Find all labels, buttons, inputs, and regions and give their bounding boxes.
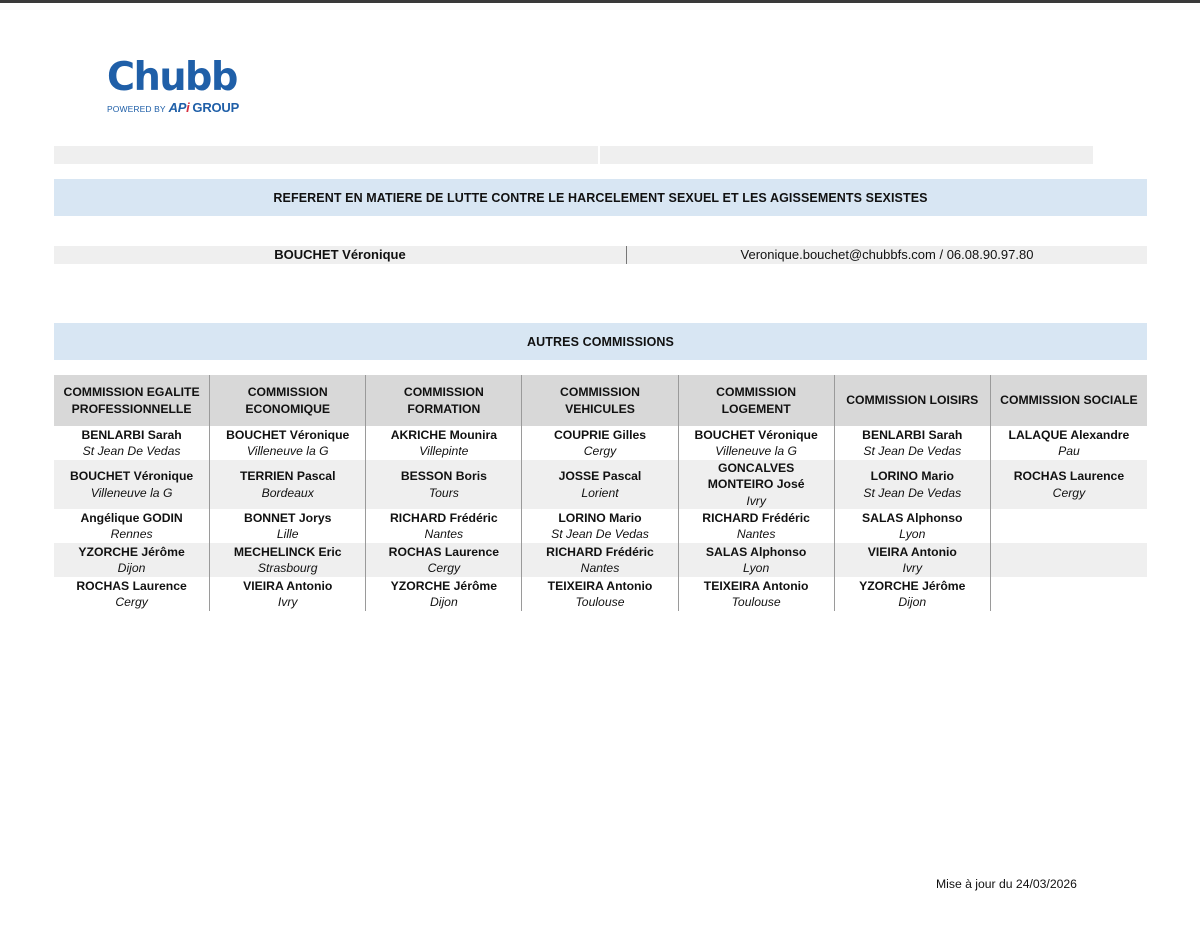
member-cell	[210, 426, 365, 460]
logo-api-letters: AP	[168, 100, 187, 115]
empty-cell	[991, 543, 1147, 577]
member-name: BOUCHET Véronique	[694, 427, 818, 442]
member-city: Strasbourg	[257, 561, 318, 575]
member-cell	[366, 426, 521, 460]
commission-column-egalite	[54, 375, 210, 611]
member-city: Nantes	[424, 527, 464, 541]
commission-column-sociale	[991, 375, 1147, 611]
logo-powered-by: POWERED BY	[107, 104, 166, 114]
empty-cell	[991, 509, 1147, 543]
referent-row	[54, 246, 1147, 264]
window-top-border	[0, 0, 1200, 3]
logo-api-i: i	[186, 100, 190, 115]
member-cell	[835, 460, 990, 509]
member-cell	[835, 426, 990, 460]
referent-contact: Veronique.bouchet@chubbfs.com / 06.08.90.97.80	[740, 247, 1034, 262]
member-city: St Jean De Vedas	[82, 444, 181, 458]
member-name: YZORCHE Jérôme	[859, 578, 966, 593]
member-cell	[366, 543, 521, 577]
member-name: BOUCHET Véronique	[69, 469, 194, 483]
member-name: BONNET Jorys	[244, 510, 332, 525]
member-city: Pau	[1058, 444, 1080, 458]
member-city: Cergy	[427, 561, 461, 575]
member-cell	[522, 543, 677, 577]
member-name: BENLARBI Sarah	[862, 427, 963, 442]
member-cell	[679, 577, 834, 611]
member-cell	[210, 543, 365, 577]
member-cell	[991, 460, 1147, 509]
member-city: Lille	[276, 527, 299, 541]
member-city: Ivry	[277, 595, 298, 609]
member-city: Dijon	[898, 595, 927, 609]
member-cell	[366, 577, 521, 611]
member-name: SALAS Alphonso	[862, 510, 963, 525]
member-name: RICHARD Frédéric	[546, 544, 654, 559]
member-city: St Jean De Vedas	[551, 527, 649, 541]
member-city: St Jean De Vedas	[863, 485, 962, 500]
member-name: SALAS Alphonso	[705, 544, 807, 559]
column-header: COMMISSION SOCIALE	[991, 375, 1147, 426]
member-city: Cergy	[1052, 485, 1086, 500]
member-cell	[679, 509, 834, 543]
logo-tagline	[107, 100, 240, 115]
member-city: Cergy	[583, 444, 617, 458]
member-name: LALAQUE Alexandre	[1008, 427, 1130, 442]
member-name: AKRICHE Mounira	[390, 427, 497, 442]
member-city: Nantes	[580, 561, 620, 575]
member-name: YZORCHE Jérôme	[390, 578, 498, 593]
referent-title: REFERENT EN MATIERE DE LUTTE CONTRE LE HARCELEMENT SEXUEL ET LES AGISSEMENTS SEXISTES	[54, 179, 1147, 216]
chubb-logo	[107, 55, 240, 115]
empty-header-cell-right	[600, 146, 1093, 164]
member-city: Ivry	[746, 493, 766, 508]
member-cell	[210, 577, 365, 611]
member-name: TEIXEIRA Antonio	[703, 578, 809, 593]
member-cell	[835, 577, 990, 611]
commission-column-logement	[679, 375, 835, 611]
member-name: TERRIEN Pascal	[239, 469, 336, 483]
member-name: VIEIRA Antonio	[867, 544, 957, 559]
member-cell	[991, 426, 1147, 460]
member-name: BESSON Boris	[400, 469, 487, 483]
member-cell	[54, 543, 209, 577]
commissions-table	[54, 375, 1147, 611]
member-name: Angélique GODIN	[80, 510, 183, 525]
member-cell	[366, 509, 521, 543]
column-header: COMMISSION LOISIRS	[835, 375, 990, 426]
member-cell	[835, 509, 990, 543]
member-city: Lyon	[899, 527, 926, 541]
column-header: COMMISSION VEHICULES	[522, 375, 677, 426]
member-name: LORINO Mario	[558, 510, 642, 525]
member-city: Villepinte	[419, 444, 469, 458]
member-cell	[210, 460, 365, 509]
member-cell	[210, 509, 365, 543]
member-name: ROCHAS Laurence	[1013, 469, 1125, 483]
member-cell	[679, 543, 834, 577]
commission-column-loisirs	[835, 375, 991, 611]
column-header: COMMISSION LOGEMENT	[679, 375, 834, 426]
member-cell	[54, 460, 209, 509]
member-cell	[522, 577, 677, 611]
member-name: LORINO Mario	[870, 469, 954, 483]
empty-header-cell-left	[54, 146, 598, 164]
member-cell	[54, 509, 209, 543]
member-name: MECHELINCK Eric	[233, 544, 342, 559]
member-city: Lorient	[581, 485, 619, 500]
member-cell	[522, 460, 677, 509]
member-cell	[366, 460, 521, 509]
member-city: Villeneuve la G	[715, 444, 798, 458]
member-city: Nantes	[736, 527, 776, 541]
member-city: Tours	[428, 485, 459, 500]
member-city: St Jean De Vedas	[863, 444, 962, 458]
member-name: JOSSE Pascal	[558, 469, 642, 483]
column-header: COMMISSION EGALITE PROFESSIONNELLE	[54, 375, 209, 426]
member-name: RICHARD Frédéric	[390, 510, 498, 525]
member-name: VIEIRA Antonio	[243, 578, 333, 593]
logo-api	[169, 100, 190, 115]
member-name: ROCHAS Laurence	[76, 578, 187, 593]
logo-brand: Chubb	[107, 55, 237, 100]
commission-column-economique	[210, 375, 366, 611]
member-name: ROCHAS Laurence	[388, 544, 500, 559]
member-city: Toulouse	[731, 595, 781, 609]
member-cell	[522, 426, 677, 460]
member-city: Lyon	[743, 561, 770, 575]
member-name: RICHARD Frédéric	[702, 510, 810, 525]
column-header: COMMISSION FORMATION	[366, 375, 521, 426]
member-city: Bordeaux	[261, 485, 314, 500]
referent-name: BOUCHET Véronique	[54, 246, 627, 264]
member-city: Dijon	[117, 561, 146, 575]
member-name: TEIXEIRA Antonio	[547, 578, 653, 593]
member-name: YZORCHE Jérôme	[78, 544, 185, 559]
member-name: GONCALVES MONTEIRO José	[707, 460, 805, 492]
member-cell	[54, 426, 209, 460]
member-name: BENLARBI Sarah	[81, 427, 182, 442]
autres-commissions-title: AUTRES COMMISSIONS	[54, 323, 1147, 360]
update-date: Mise à jour du 24/03/2026	[936, 877, 1077, 891]
column-header: COMMISSION ECONOMIQUE	[210, 375, 365, 426]
member-city: Villeneuve la G	[246, 444, 329, 458]
member-cell	[679, 426, 834, 460]
commission-column-formation	[366, 375, 522, 611]
member-cell	[835, 543, 990, 577]
member-city: Ivry	[902, 561, 923, 575]
member-city: Toulouse	[575, 595, 625, 609]
member-cell	[522, 509, 677, 543]
member-city: Cergy	[115, 595, 148, 609]
member-cell	[54, 577, 209, 611]
member-city: Rennes	[110, 527, 153, 541]
logo-group: GROUP	[192, 100, 240, 115]
empty-cell	[991, 577, 1147, 611]
member-cell	[679, 460, 834, 509]
member-city: Villeneuve la G	[90, 485, 173, 500]
commission-column-vehicules	[522, 375, 678, 611]
member-name: BOUCHET Véronique	[226, 427, 350, 442]
member-name: COUPRIE Gilles	[553, 427, 647, 442]
member-city: Dijon	[429, 595, 458, 609]
